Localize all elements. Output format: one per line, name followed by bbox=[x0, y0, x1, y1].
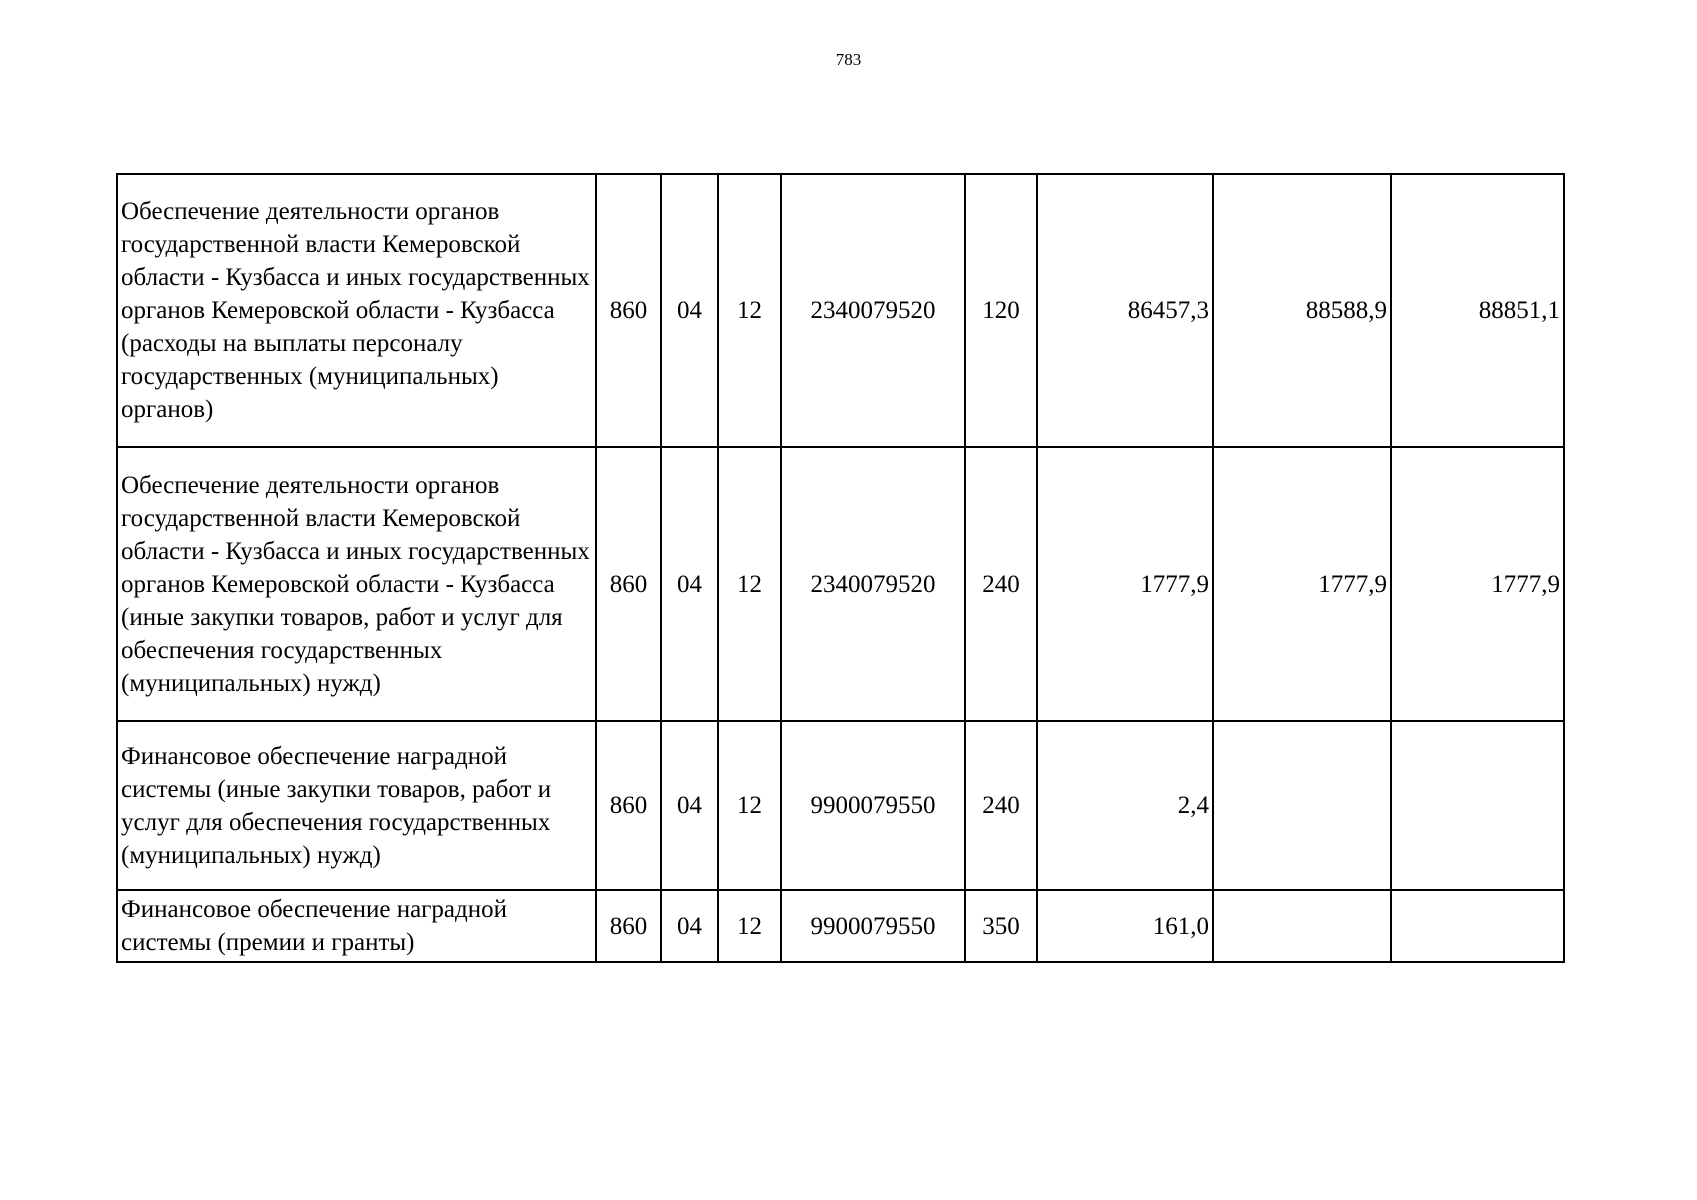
target-article-code: 9900079550 bbox=[781, 890, 965, 962]
table-row bbox=[117, 447, 1564, 721]
ministry-code: 860 bbox=[596, 447, 661, 721]
section-code: 04 bbox=[661, 721, 718, 890]
ministry-code: 860 bbox=[596, 721, 661, 890]
ministry-code: 860 bbox=[596, 890, 661, 962]
expense-type-code: 120 bbox=[965, 174, 1037, 447]
target-article-code: 2340079520 bbox=[781, 447, 965, 721]
amount-year-3: 88851,1 bbox=[1391, 174, 1564, 447]
target-article-code: 2340079520 bbox=[781, 174, 965, 447]
table-row bbox=[117, 721, 1564, 890]
subsection-code: 12 bbox=[718, 174, 781, 447]
amount-year-2: 88588,9 bbox=[1213, 174, 1391, 447]
subsection-code: 12 bbox=[718, 447, 781, 721]
subsection-code: 12 bbox=[718, 721, 781, 890]
table-row bbox=[117, 174, 1564, 447]
row-description: Финансовое обеспечение наградной системы (иные закупки товаров, работ и услуг для обеспечения государственных (муниципальных) нужд) bbox=[117, 721, 596, 890]
budget-table bbox=[116, 173, 1565, 963]
expense-type-code: 350 bbox=[965, 890, 1037, 962]
expense-type-code: 240 bbox=[965, 447, 1037, 721]
expense-type-code: 240 bbox=[965, 721, 1037, 890]
section-code: 04 bbox=[661, 447, 718, 721]
subsection-code: 12 bbox=[718, 890, 781, 962]
amount-year-3: 1777,9 bbox=[1391, 447, 1564, 721]
amount-year-3 bbox=[1391, 721, 1564, 890]
row-description: Обеспечение деятельности органов государственной власти Кемеровской области - Кузбасса и иных государственных органов Кемеровской области - Кузбасса (расходы на выплаты персоналу государственных (муниципальных) органов) bbox=[117, 174, 596, 447]
target-article-code: 9900079550 bbox=[781, 721, 965, 890]
amount-year-1: 1777,9 bbox=[1037, 447, 1213, 721]
row-description: Обеспечение деятельности органов государственной власти Кемеровской области - Кузбасса и иных государственных органов Кемеровской области - Кузбасса (иные закупки товаров, работ и услуг для обеспечения государственных (муниципальных) нужд) bbox=[117, 447, 596, 721]
amount-year-2 bbox=[1213, 721, 1391, 890]
section-code: 04 bbox=[661, 890, 718, 962]
amount-year-1: 161,0 bbox=[1037, 890, 1213, 962]
amount-year-3 bbox=[1391, 890, 1564, 962]
amount-year-2: 1777,9 bbox=[1213, 447, 1391, 721]
amount-year-1: 2,4 bbox=[1037, 721, 1213, 890]
ministry-code: 860 bbox=[596, 174, 661, 447]
amount-year-1: 86457,3 bbox=[1037, 174, 1213, 447]
table-row bbox=[117, 890, 1564, 962]
row-description: Финансовое обеспечение наградной системы (премии и гранты) bbox=[117, 890, 596, 962]
amount-year-2 bbox=[1213, 890, 1391, 962]
page-number: 783 bbox=[835, 50, 862, 69]
section-code: 04 bbox=[661, 174, 718, 447]
